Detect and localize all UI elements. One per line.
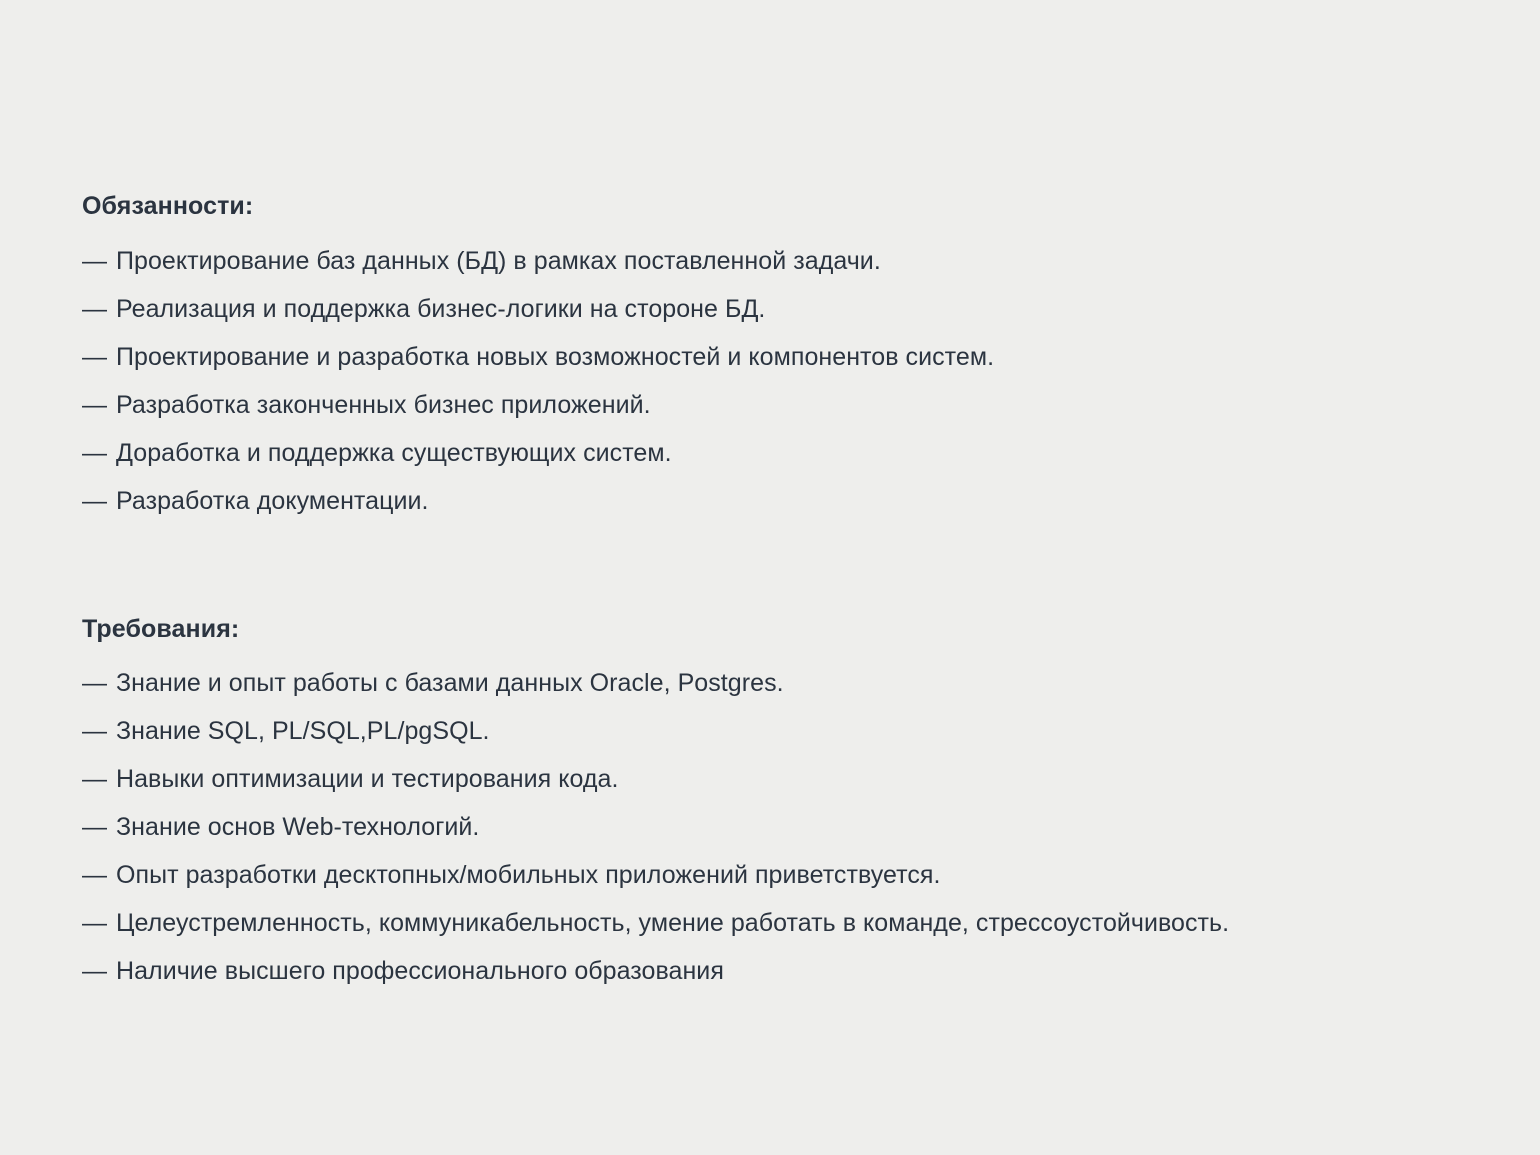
list-item: [82, 659, 1460, 707]
dash-bullet-icon: —: [82, 909, 108, 937]
list-item: [82, 237, 1460, 285]
list-item-text: Доработка и поддержка существующих систем.: [116, 438, 672, 467]
list-item: [82, 381, 1460, 429]
list-item-text: Реализация и поддержка бизнес-логики на стороне БД.: [116, 294, 766, 323]
dash-bullet-icon: —: [82, 717, 108, 745]
list-item: [82, 803, 1460, 851]
list-item: [82, 429, 1460, 477]
list-item: [82, 707, 1460, 755]
list-item: [82, 947, 1460, 995]
list-item-text: Наличие высшего профессионального образования: [116, 957, 724, 985]
dash-bullet-icon: —: [82, 765, 108, 793]
list-item-text: Навыки оптимизации и тестирования кода.: [116, 765, 619, 793]
list-item: [82, 851, 1460, 899]
section-title-responsibilities: Обязанности:: [82, 192, 254, 220]
list-item: [82, 755, 1460, 803]
dash-bullet-icon: —: [82, 813, 108, 841]
dash-bullet-icon: —: [82, 390, 108, 419]
dash-bullet-icon: —: [82, 294, 108, 323]
list-item: [82, 477, 1460, 525]
responsibilities-list: [82, 237, 1460, 525]
list-item-text: Проектирование баз данных (БД) в рамках поставленной задачи.: [116, 246, 881, 275]
dash-bullet-icon: —: [82, 342, 108, 371]
section-requirements: [82, 613, 1460, 996]
dash-bullet-icon: —: [82, 246, 108, 275]
dash-bullet-icon: —: [82, 669, 108, 697]
list-item: [82, 285, 1460, 333]
list-item-text: Разработка документации.: [116, 486, 429, 515]
requirements-list: [82, 659, 1460, 995]
list-item-text: Разработка законченных бизнес приложений.: [116, 390, 651, 419]
dash-bullet-icon: —: [82, 438, 108, 467]
dash-bullet-icon: —: [82, 486, 108, 515]
list-item: [82, 333, 1460, 381]
list-item-text: Целеустремленность, коммуникабельность, умение работать в команде, стрессоустойчивость.: [116, 909, 1230, 937]
section-title-requirements: Требования:: [82, 614, 240, 643]
dash-bullet-icon: —: [82, 957, 108, 985]
list-item-text: Знание и опыт работы с базами данных Oracle, Postgres.: [116, 669, 784, 697]
list-item-text: Знание SQL, PL/SQL,PL/pgSQL.: [116, 717, 490, 745]
list-item-text: Опыт разработки десктопных/мобильных приложений приветствуется.: [116, 861, 941, 889]
list-item-text: Знание основ Web-технологий.: [116, 813, 480, 841]
dash-bullet-icon: —: [82, 861, 108, 889]
list-item-text: Проектирование и разработка новых возможностей и компонентов систем.: [116, 342, 995, 371]
section-responsibilities: [82, 190, 1460, 525]
list-item: [82, 899, 1460, 947]
